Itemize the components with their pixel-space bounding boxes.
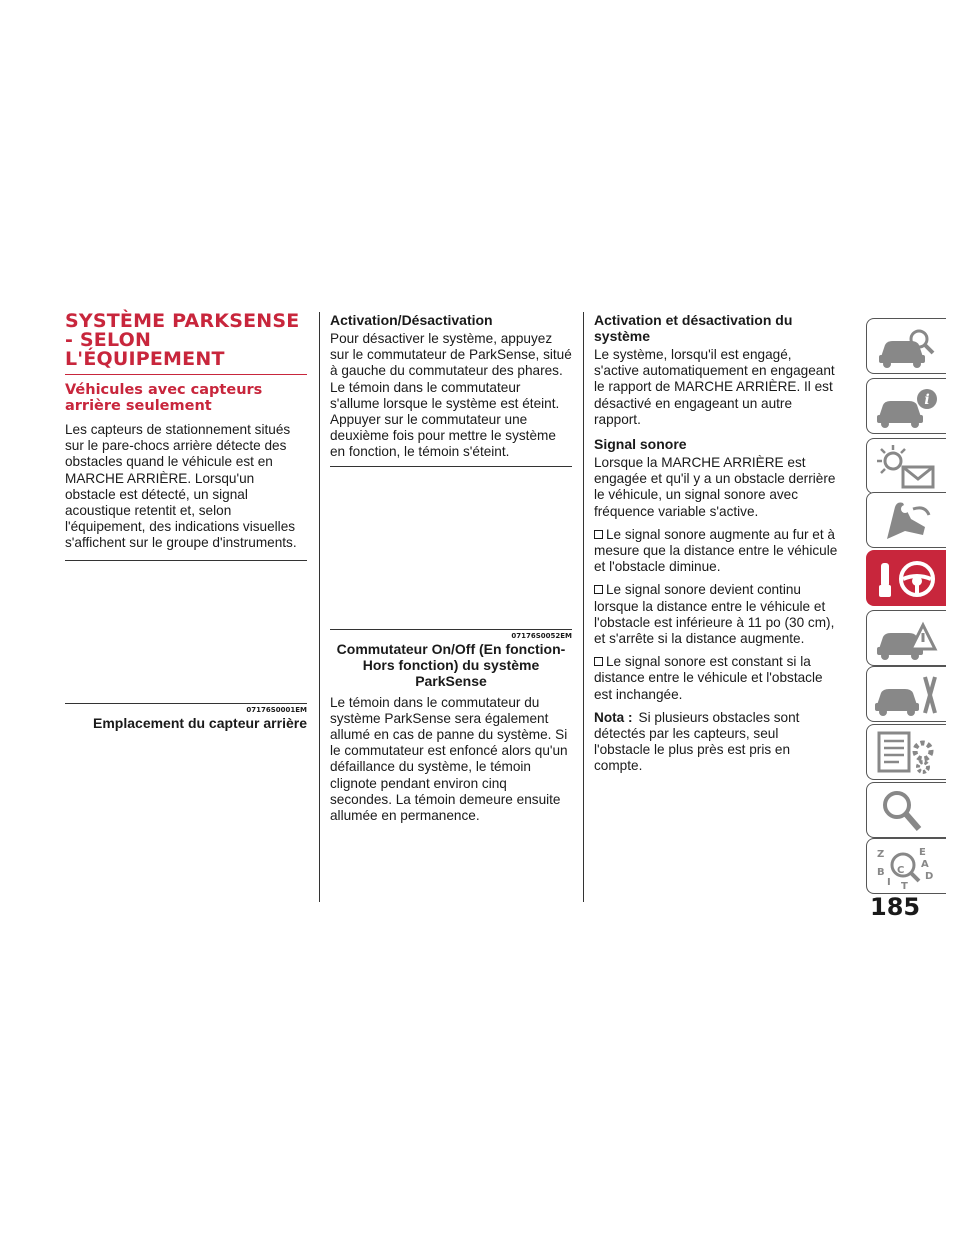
bullet-item xyxy=(594,582,838,647)
tab-letter: Z xyxy=(877,849,885,860)
activation-heading: Activation/Désactivation xyxy=(330,312,493,328)
signal-heading: Signal sonore xyxy=(594,436,687,453)
bullet-item xyxy=(594,527,838,576)
tab-letter: A xyxy=(921,859,929,870)
magnifier-index-icon xyxy=(873,787,943,835)
column-divider-1 xyxy=(319,312,320,902)
note-label: Nota : xyxy=(594,709,633,725)
tab-index[interactable] xyxy=(866,782,946,838)
alphabetical-index-icon xyxy=(873,843,943,891)
tab-alphabetical-index[interactable] xyxy=(866,838,946,894)
checkbox-bullet-icon xyxy=(594,530,603,539)
tab-letter: E xyxy=(919,847,926,858)
tab-safety[interactable] xyxy=(866,438,946,494)
intro-paragraph: Les capteurs de stationnement situés sur le pare-chocs arrière détecte des obstacles quand le véhicule est en MARCHE ARRIÈRE. Lorsqu'un obstacle est détecté, un signal acoustique retentit et, selon l'équipement, des indications visuelles s'affichent sur le groupe d'instruments. xyxy=(65,422,297,551)
figure-rear-sensor xyxy=(65,560,307,731)
activation-paragraph: Pour désactiver le système, appuyez sur le commutateur de ParkSense, situé à gauche du commutateur des phares. Le témoin dans le commutateur s'allume lorsque le système est éteint. Appuyer sur le commutateur une deuxième fois pour mettre le système en fonction, le témoin s'éteint. xyxy=(330,331,572,460)
figure-image-area xyxy=(65,561,307,703)
specifications-gear-icon xyxy=(873,729,943,777)
bullet-text: Le signal sonore devient continu lorsque la distance entre le véhicule et l'obstacle est inférieure à 11 po (30 cm), et s'arrête si la distance augmente. xyxy=(594,582,835,647)
page-title-text: SYSTÈME PARKSENSE - SELON L'ÉQUIPEMENT xyxy=(65,310,300,370)
note-text: Si plusieurs obstacles sont détectés par les capteurs, seul l'obstacle le plus près est pris en compte. xyxy=(594,709,800,774)
page-number: 185 xyxy=(870,893,921,921)
bullet-item xyxy=(594,654,838,703)
seat-airbag-icon xyxy=(873,497,943,545)
column-1 xyxy=(65,312,307,731)
tab-servicing[interactable] xyxy=(866,666,946,722)
car-search-icon xyxy=(873,323,943,371)
car-info-icon xyxy=(873,383,943,431)
bullet-text: Le signal sonore augmente au fur et à mesure que la distance entre le véhicule et l'obstacle diminue. xyxy=(594,526,838,575)
warning-light-message-icon xyxy=(873,443,943,491)
tab-dashboard[interactable] xyxy=(866,378,946,434)
tab-starting-driving[interactable] xyxy=(866,492,946,548)
page-title xyxy=(65,312,307,369)
warning-light-paragraph: Le témoin dans le commutateur du système ParkSense sera également allumé en cas de panne du système. Si le commutateur est enfoncé alors qu'un défaillance du système, le témoin clignote pendant environ cinq secondes. La témoin demeure ensuite allumée en permanence. xyxy=(330,694,568,824)
note-paragraph xyxy=(594,710,838,775)
checkbox-bullet-icon xyxy=(594,585,603,594)
title-divider xyxy=(65,374,307,375)
checkbox-bullet-icon xyxy=(594,657,603,666)
figure-code: 07176S0052EM xyxy=(511,631,572,640)
signal-paragraph: Lorsque la MARCHE ARRIÈRE est engagée et qu'il y a un obstacle derrière le véhicule, un signal sonore avec fréquence variable s'active. xyxy=(594,455,836,519)
tab-getting-to-know[interactable] xyxy=(866,318,946,374)
tab-letter: D xyxy=(925,871,934,882)
column-divider-2 xyxy=(583,312,584,902)
tab-letter: B xyxy=(877,867,885,878)
section-subtitle: Véhicules avec capteurs arrière seulement xyxy=(65,382,263,414)
figure-caption: Emplacement du capteur arrière xyxy=(93,714,307,731)
figure-caption: Commutateur On/Off (En fonction-Hors fonction) du système ParkSense xyxy=(336,640,566,689)
activation-deactivation-paragraph: Le système, lorsqu'il est engagé, s'active automatiquement en engageant le rapport de MARCHE ARRIÈRE. Il est désactivé en engageant un autre rapport. xyxy=(594,347,835,427)
svg-text:i: i xyxy=(924,392,930,408)
figure-parksense-switch xyxy=(330,466,572,689)
figure-image-area xyxy=(330,467,572,629)
activation-deactivation-heading: Activation et désactivation du système xyxy=(594,312,793,344)
car-breakdown-icon xyxy=(873,615,943,663)
column-3 xyxy=(594,312,838,780)
key-steering-wheel-icon xyxy=(873,555,943,603)
tab-technical-specs[interactable] xyxy=(866,724,946,780)
tab-active-chapter[interactable] xyxy=(866,550,946,606)
car-maintenance-icon xyxy=(873,671,943,719)
tab-letter: T xyxy=(901,881,908,891)
figure-code: 07176S0001EM xyxy=(246,705,307,714)
bullet-text: Le signal sonore est constant si la distance entre le véhicule et l'obstacle est inchangée. xyxy=(594,654,823,702)
tab-emergency[interactable] xyxy=(866,610,946,666)
tab-letter: C xyxy=(897,865,905,876)
tab-letter: I xyxy=(887,877,891,888)
column-2 xyxy=(330,312,572,829)
